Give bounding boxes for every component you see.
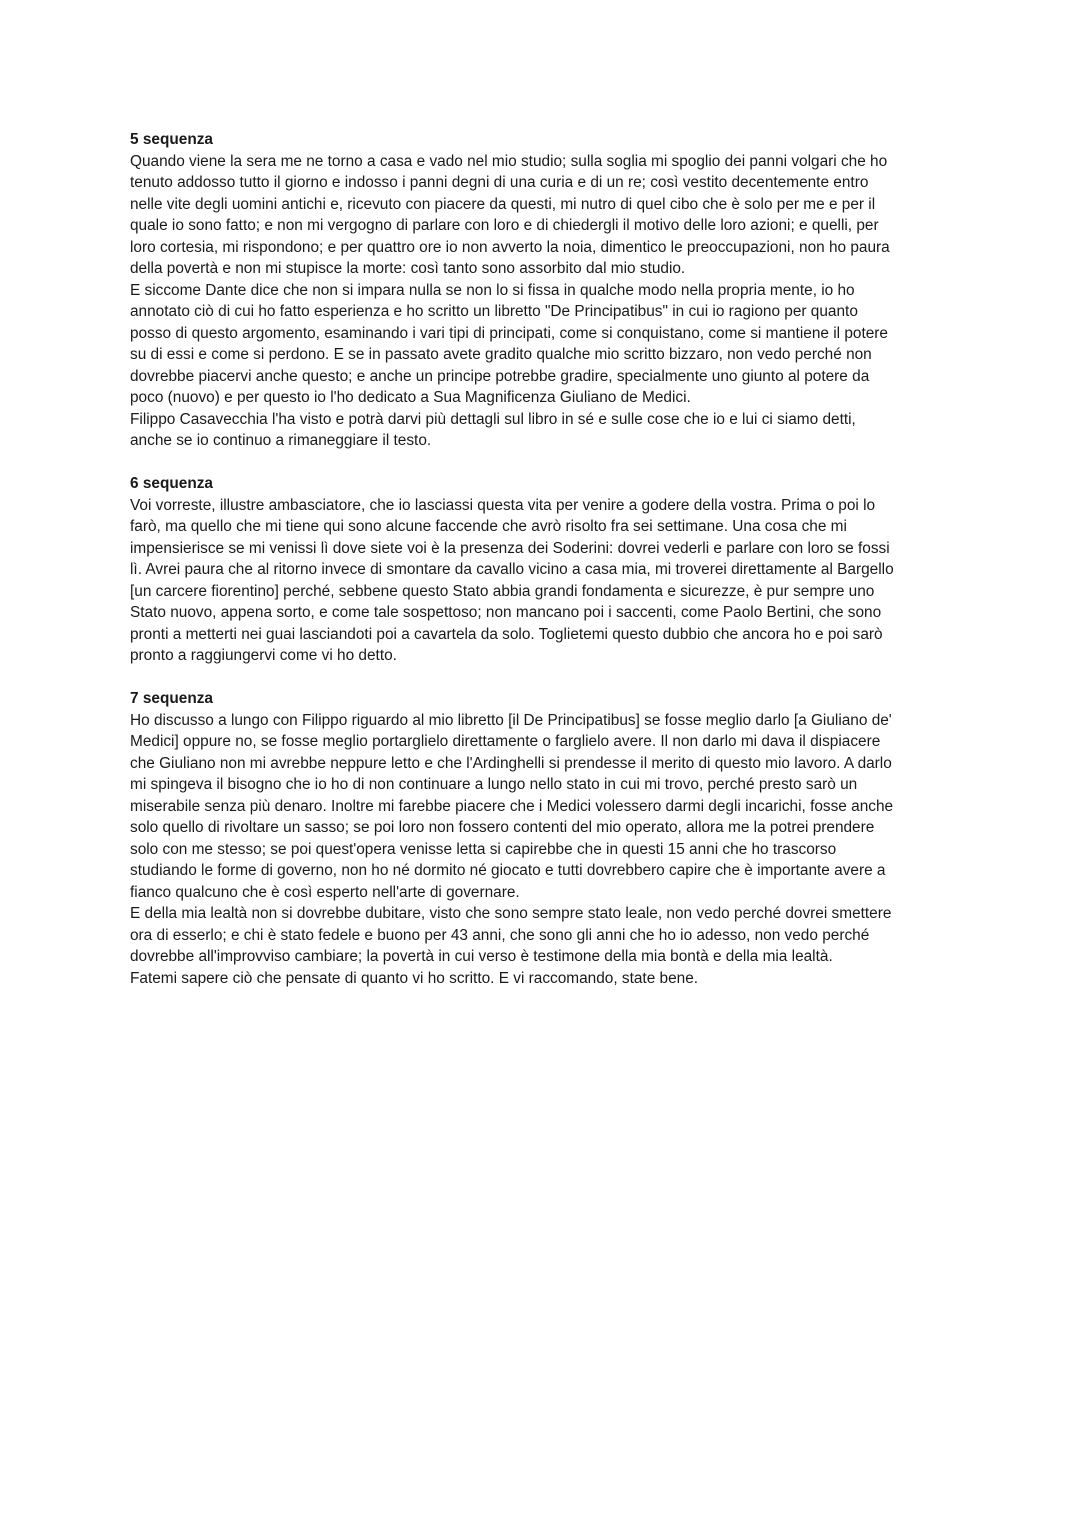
section-heading: 5 sequenza [130, 131, 213, 148]
paragraph: Fatemi sapere ciò che pensate di quanto vi ho scritto. E vi raccomando, state bene. [130, 969, 699, 987]
paragraph: Quando viene la sera me ne torno a casa e vado nel mio studio; sulla soglia mi spoglio dei panni volgari che ho tenuto addosso tutto il giorno e indosso i panni degni di una curia e di un re; così vestito decentemente entro nelle vite degli uomini antichi e, ricevuto con piacere da questi, mi nutro di quel cibo che è solo per me e per il quale io sono fatto; e non mi vergogno di parlare con loro e di chiedergli il motivo delle loro azioni; e quelli, per loro cortesia, mi rispondono; e per quattro ore io non avverto la noia, dimentico le preoccupazioni, non ho paura della povertà e non mi stupisce la morte: così tanto sono assorbito dal mio studio. [130, 152, 890, 277]
paragraph: Voi vorreste, illustre ambasciatore, che io lasciassi questa vita per venire a godere della vostra. Prima o poi lo farò, ma quello che mi tiene qui sono alcune faccende che avrò risolto fra sei settimane. Una cosa che mi impensierisce se mi venissi lì dove siete voi è la presenza dei Soderini: dovrei vederli e parlare con loro se fossi lì. Avrei paura che al ritorno invece di smontare da cavallo vicino a casa mia, mi troverei direttamente al Bargello [un carcere fiorentino] perché, sebbene questo Stato abbia grandi fondamenta e sicurezze, è pur sempre uno Stato nuovo, appena sorto, e come tale sospettoso; non mancano poi i saccenti, come Paolo Bertini, che sono pronti a metterti nei guai lasciandoti poi a cavartela da solo. Toglietemi questo dubbio che ancora ho e poi sarò pronto a raggiungervi come vi ho detto. [130, 496, 894, 664]
section-heading: 6 sequenza [130, 475, 213, 492]
section-5-sequenza [130, 129, 960, 452]
section-heading: 7 sequenza [130, 690, 213, 707]
document-page [130, 129, 960, 1011]
paragraph: Ho discusso a lungo con Filippo riguardo al mio libretto [il De Principatibus] se fosse meglio darlo [a Giuliano de' Medici] oppure no, se fosse meglio portarglielo direttamente o farglielo avere. Il non darlo mi dava il dispiacere che Giuliano non mi avrebbe neppure letto e che l'Ardinghelli si prendesse il merito di questo mio lavoro. A darlo mi spingeva il bisogno che io ho di non continuare a lungo nello stato in cui mi trovo, perché presto sarò un miserabile senza più denaro. Inoltre mi farebbe piacere che i Medici volessero darmi degli incarichi, fosse anche solo quello di rivoltare un sasso; se poi loro non fossero contenti del mio operato, allora me la potrei prendere solo con me stesso; se poi quest'opera venisse letta si capirebbe che in questi 15 anni che ho trascorso studiando le forme di governo, non ho né dormito né giocato e tutti dovrebbero capire che è importante avere a fianco qualcuno che è così esperto nell'arte di governare. [130, 711, 894, 901]
paragraph: E della mia lealtà non si dovrebbe dubitare, visto che sono sempre stato leale, non vedo perché dovrei smettere ora di esserlo; e chi è stato fedele e buono per 43 anni, che sono gli anni che ho io adesso, non vedo perché dovrebbe all'improvviso cambiare; la povertà in cui verso è testimone della mia bontà e della mia lealtà. [130, 905, 892, 965]
paragraph: Filippo Casavecchia l'ha visto e potrà darvi più dettagli sul libro in sé e sulle cose che io e lui ci siamo detti, anche se io continuo a rimaneggiare il testo. [130, 410, 856, 449]
section-7-sequenza [130, 688, 960, 989]
paragraph: E siccome Dante dice che non si impara nulla se non lo si fissa in qualche modo nella propria mente, io ho annotato ciò di cui ho fatto esperienza e ho scritto un libretto "De Principatibus" in cui io ragiono per quanto posso di questo argomento, esaminando i vari tipi di principati, come si conquistano, come si mantiene il potere su di essi e come si perdono. E se in passato avete gradito qualche mio scritto bizzaro, non vedo perché non dovrebbe piacervi anche questo; e anche un principe potrebbe gradire, specialmente uno giunto al potere da poco (nuovo) e per questo io l'ho dedicato a Sua Magnificenza Giuliano de Medici. [130, 281, 888, 406]
section-6-sequenza [130, 473, 960, 667]
